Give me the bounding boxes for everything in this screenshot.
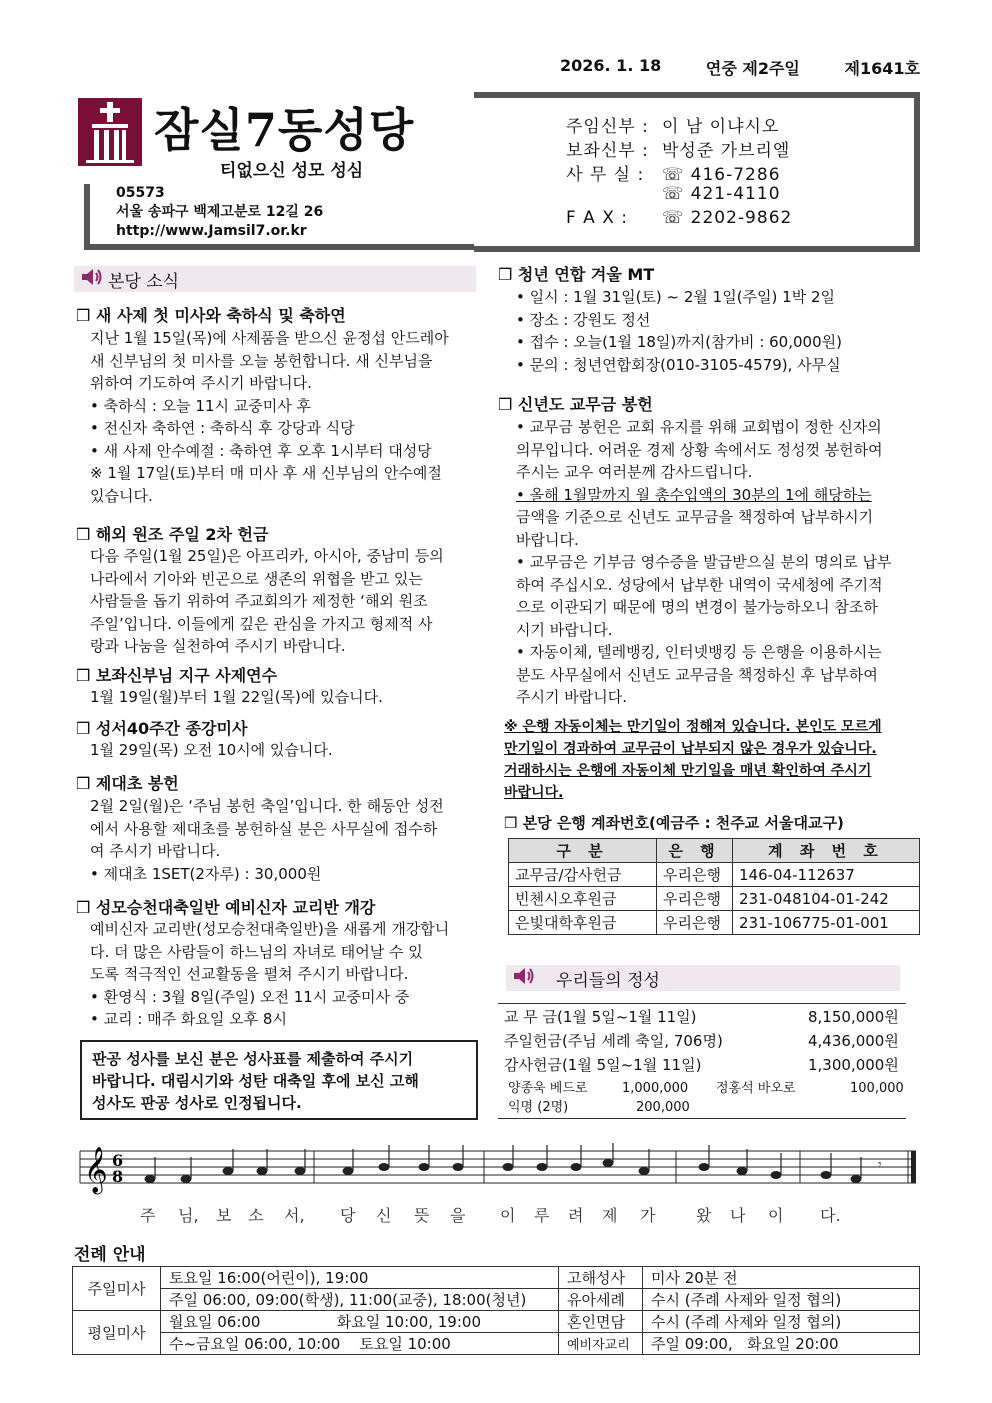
news-body: • 교무금 봉헌은 교회 유지를 위해 교회법이 정한 신자의 의무입니다. 어려운 경제 상황 속에서도 정성껏 봉헌하여 주시는 교우 여러분께 감사드립니다. • 올해 1월말까지 월 총수입액의 30분의 1에 해당하는 금액을 기준으로 신년도 교무금을 책정하여 납부하시기 바랍니다. • 교무금은 기부금 영수증을 발급받으실 분의 명의로 납부 하여 주십시오. 성당에서 납부한 내역이 국세청에 주기적 으로 이관되기 때문에 명의 변경이 불가능하오니 참조하 시기 바랍니다. • 자동이체, 텔레뱅킹, 인터넷뱅킹 등 은행을 이용하시는 분도 사무실에서 신년도 교무금을 책정하신 후 납부하여 주시기 바랍니다. bbox=[516, 418, 892, 706]
staff-contacts bbox=[474, 92, 920, 252]
staff-row: 사 무 실 : ☏ 416-7286 bbox=[566, 165, 781, 185]
website-link[interactable]: http://www.Jamsil7.or.kr bbox=[116, 223, 307, 239]
lyric-syllable: 님, bbox=[178, 1206, 199, 1225]
music-note bbox=[181, 1175, 192, 1183]
music-note bbox=[737, 1167, 748, 1175]
treble-clef-icon: 𝄞 bbox=[84, 1147, 108, 1193]
music-note bbox=[223, 1167, 234, 1175]
parish-name: 잠실7동성당 bbox=[154, 103, 415, 157]
table-row: 빈첸시오후원금 우리은행 231-048104-01-242 bbox=[509, 887, 920, 911]
section-title: 우리들의 정성 bbox=[556, 970, 660, 991]
speaker-icon bbox=[506, 966, 540, 991]
music-note bbox=[503, 1163, 514, 1171]
issue-number: 제1641호 bbox=[844, 59, 920, 78]
bank-title: ❒ 본당 은행 계좌번호(예금주 : 천주교 서울대교구) bbox=[504, 814, 844, 832]
section-title: 본당 소식 bbox=[108, 271, 180, 292]
postal-code: 05573 bbox=[116, 185, 165, 201]
lyric-syllable: 이 bbox=[768, 1206, 784, 1225]
lyric-syllable: 제 bbox=[602, 1206, 618, 1225]
table-row: 수~금요일 06:00, 10:00 토요일 10:00 예비자교리 주일 09:00, 화요일 20:00 bbox=[73, 1333, 920, 1355]
issue-info bbox=[560, 56, 920, 79]
street-address: 서울 송파구 백제고분로 12길 26 bbox=[116, 204, 324, 220]
lyrics bbox=[78, 1203, 918, 1227]
news-title: ❒ 보좌신부님 지구 사제연수 bbox=[76, 666, 278, 685]
table-row: 주일 06:00, 09:00(학생), 11:00(교중), 18:00(청년) 유아세례 수시 (주례 사제와 일정 협의) bbox=[73, 1289, 920, 1311]
news-body: 1월 19일(월)부터 1월 22일(목)에 있습니다. bbox=[90, 688, 383, 706]
music-note bbox=[295, 1167, 306, 1175]
music-staff bbox=[78, 1143, 918, 1201]
section-parish-news bbox=[74, 266, 476, 292]
news-body: 2월 2일(월)은 ‘주님 봉헌 축일’입니다. 한 해동안 성전 에서 사용할 제대초를 봉헌하실 분은 사무실에 접수하 여 주시기 바랍니다. • 제대초 1SET(2자루) : 30,000원 bbox=[90, 797, 444, 883]
table-row: 평일미사 월요일 06:00 화요일 10:00, 19:00 혼인면담 수시 (주례 사제와 일정 협의) bbox=[73, 1311, 920, 1333]
time-signature-top: 6 bbox=[112, 1151, 124, 1170]
lyric-syllable: 을 bbox=[450, 1206, 466, 1225]
time-signature-bottom: 8 bbox=[112, 1167, 124, 1186]
news-body: 다음 주일(1월 25일)은 아프리카, 아시아, 중남미 등의 나라에서 기아와 빈곤으로 생존의 위협을 받고 있는 사람들을 돕기 위하여 주교회의가 제정한 ‘해외 원조 주일’입니다. 이들에게 깊은 관심을 가지고 형제적 사 랑과 나눔을 실천하여 주시기 바랍니다. bbox=[90, 547, 444, 655]
speaker-icon bbox=[74, 267, 108, 292]
table-row: 교무금/감사헌금 우리은행 146-04-112637 bbox=[509, 863, 920, 887]
news-title: ❒ 제대초 봉헌 bbox=[76, 774, 179, 793]
lyric-syllable: 왔 bbox=[696, 1206, 712, 1225]
lyric-syllable: 려 bbox=[568, 1206, 584, 1225]
rest-icon: 𝄾 bbox=[878, 1157, 882, 1173]
staff-row: 주임신부 : 이 남 이냐시오 bbox=[566, 117, 780, 137]
parish-subtitle: 티없으신 성모 성심 bbox=[220, 161, 364, 181]
liturgy-table bbox=[72, 1266, 920, 1355]
news-title: ❒ 성서40주간 종강미사 bbox=[76, 719, 248, 738]
music-note bbox=[603, 1159, 614, 1167]
offerings-box: 교 무 금(1월 5일~1월 11일) 8,150,000원 주일헌금(주님 세례 축일, 706명) 4,436,000원 감사헌금(1월 5일~1월 11일) 1,300,000원 양종욱 베드로 1,000,000 정홍석 바오로 100,000 익명 (2명) 200,000 bbox=[498, 1003, 906, 1119]
news-body: 예비신자 교리반(성모승천대축일반)을 새롭게 개강합니 다. 더 많은 사람들이 하느님의 자녀로 태어날 수 있 도록 적극적인 선교활동을 펼쳐 주시기 바랍니다. • 환영식 : 3월 8일(주일) 오전 11시 교중미사 중 • 교리 : 매주 화요일 오후 8시 bbox=[90, 920, 450, 1028]
music-note bbox=[537, 1163, 548, 1171]
issue-date: 2026. 1. 18 bbox=[560, 56, 662, 75]
lyric-syllable: 이 bbox=[500, 1206, 516, 1225]
lyric-syllable: 가 bbox=[640, 1206, 656, 1225]
music-note bbox=[571, 1163, 582, 1171]
lyric-syllable: 당 bbox=[340, 1206, 356, 1225]
lyric-syllable: 소 bbox=[248, 1206, 264, 1225]
music-note bbox=[851, 1175, 862, 1183]
news-body: 지난 1월 15일(목)에 사제품을 받으신 윤정섭 안드레아 새 신부님의 첫 미사를 오늘 봉헌합니다. 새 신부님을 위하여 기도하여 주시기 바랍니다. • 축하식 : 오늘 11시 교중미사 후 • 전신자 축하연 : 축하식 후 강당과 식당 • 새 사제 안수예절 : 축하연 후 오후 1시부터 대성당 ※ 1월 17일(토)부터 매 미사 후 새 신부님의 안수예절 있습니다. bbox=[90, 329, 449, 505]
table-row: 주일미사 토요일 16:00(어린이), 19:00 고해성사 미사 20분 전 bbox=[73, 1267, 920, 1289]
parish-address-block bbox=[84, 184, 474, 250]
masthead bbox=[70, 92, 920, 252]
lyric-syllable: 루 bbox=[534, 1206, 550, 1225]
music-note bbox=[145, 1175, 156, 1183]
staff-row: ☏ 421-4110 bbox=[662, 184, 781, 204]
church-logo-icon bbox=[78, 98, 142, 166]
music-score bbox=[78, 1143, 918, 1233]
music-note bbox=[821, 1171, 832, 1179]
music-note bbox=[771, 1171, 782, 1179]
table-row: 은빛대학후원금 우리은행 231-106775-01-001 bbox=[509, 911, 920, 935]
staff-row: F A X : ☏ 2202-9862 bbox=[566, 208, 793, 228]
table-header-row: 구 분 은 행 계 좌 번 호 bbox=[509, 839, 920, 863]
lyric-syllable: 뜻 bbox=[414, 1206, 430, 1225]
music-note bbox=[453, 1163, 464, 1171]
lyric-syllable: 나 bbox=[730, 1206, 746, 1225]
news-title: ❒ 새 사제 첫 미사와 축하식 및 축하연 bbox=[76, 306, 346, 325]
music-note bbox=[699, 1163, 710, 1171]
music-note bbox=[257, 1167, 268, 1175]
news-title: ❒ 청년 연합 겨울 MT bbox=[498, 265, 655, 284]
lyric-syllable: 주 bbox=[140, 1206, 156, 1225]
auto-transfer-note: ※ 은행 자동이체는 만기일이 정해져 있습니다. 본인도 모르게 만기일이 경과하여 교무금이 납부되지 않은 경우가 있습니다. 거래하시는 은행에 자동이체 만기일을 매년 확인하여 주시기 바랍니다. bbox=[504, 719, 882, 801]
lyric-syllable: 서, bbox=[284, 1206, 305, 1225]
staff-row: 보좌신부 : 박성준 가브리엘 bbox=[566, 141, 791, 161]
liturgical-week: 연중 제2주일 bbox=[705, 59, 800, 78]
news-title: ❒ 해외 원조 주일 2차 헌금 bbox=[76, 525, 269, 544]
liturgy-title: 전례 안내 bbox=[74, 1245, 146, 1265]
music-note bbox=[343, 1167, 354, 1175]
lyric-syllable: 보 bbox=[216, 1206, 232, 1225]
lyric-syllable: 다. bbox=[820, 1206, 841, 1225]
section-offerings bbox=[506, 965, 900, 991]
confession-notice: 판공 성사를 보신 분은 성사표를 제출하여 주시기 바랍니다. 대림시기와 성탄 대축일 후에 보신 고해 성사도 판공 성사로 인정됩니다. bbox=[80, 1040, 478, 1120]
masthead-left bbox=[70, 92, 474, 252]
news-body: • 일시 : 1월 31일(토) ~ 2월 1일(주일) 1박 2일 • 장소 : 강원도 정선 • 접수 : 오늘(1월 18일)까지(참가비 : 60,000원) • 문의 : 청년연합회장(010-3105-4579), 사무실 bbox=[516, 288, 842, 374]
news-title: ❒ 신년도 교무금 봉헌 bbox=[498, 395, 653, 414]
lyric-syllable: 신 bbox=[376, 1206, 392, 1225]
music-note bbox=[639, 1167, 650, 1175]
music-note bbox=[379, 1163, 390, 1171]
bank-account-table bbox=[508, 838, 920, 935]
news-body: 1월 29일(목) 오전 10시에 있습니다. bbox=[90, 741, 333, 759]
music-note bbox=[419, 1163, 430, 1171]
news-title: ❒ 성모승천대축일반 예비신자 교리반 개강 bbox=[76, 898, 376, 917]
